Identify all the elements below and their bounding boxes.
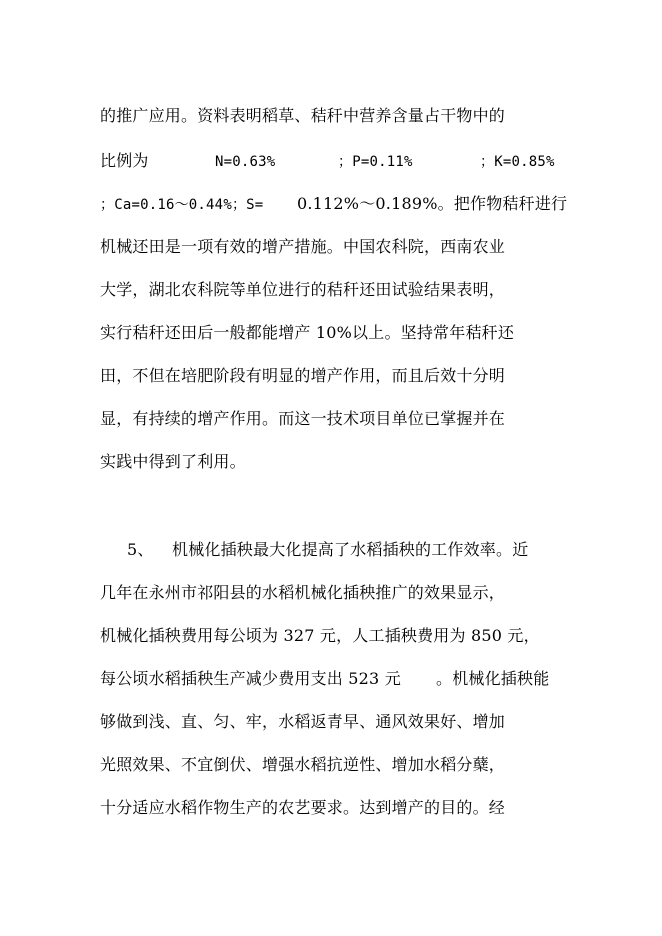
text-segment: ；K=0.85% [480,154,555,170]
paragraph-line [100,669,580,689]
paragraph-line: 几年在永州市祁阳县的水稻机械化插秧推广的效果显示， [100,583,506,602]
text-segment: N=0.63% [215,154,276,170]
paragraph-line: 机械化插秧费用每公顷为 327 元，人工插秧费用为 850 元， [100,626,540,645]
text-segment: 机械化插秧最大化提高了水稻插秧的工作效率。近 [172,540,529,559]
text-segment: 每公顷水稻插秧生产减少费用支出 523 元 [100,669,401,688]
text-segment: ；Ca=0.16～0.44%；S= [100,197,264,213]
paragraph-line: 光照效果、不宜倒伏、增强水稻抗逆性、增加水稻分蘖， [100,755,506,774]
paragraph-line: 十分适应水稻作物生产的农艺要求。达到增产的目的。经 [100,798,506,817]
text-segment: 。机械化插秧能 [436,669,550,688]
paragraph-line: 大学，湖北农科院等单位进行的秸秆还田试验结果表明， [100,280,506,299]
paragraph-line: 实行秸秆还田后一般都能增产 10%以上。坚持常年秸秆还 [100,323,515,342]
paragraph-line: 够做到浅、直、匀、牢，水稻返青早、通风效果好、增加 [100,712,506,731]
list-number: 5、 [127,540,154,559]
paragraph-line: 显，有持续的增产作用。而这一技术项目单位已掌握并在 [100,409,506,428]
paragraph-line: 实践中得到了利用。 [100,452,246,471]
paragraph-line: 的推广应用。资料表明稻草、秸秆中营养含量占干物中的 [100,106,506,125]
paragraph-line: 机械还田是一项有效的增产措施。中国农科院，西南农业 [100,237,506,256]
text-segment: 0.112%～0.189%。把作物秸秆进行 [297,194,568,213]
paragraph-line [100,151,580,171]
text-segment: 比例为 [100,151,149,170]
text-segment: ；P=0.11% [338,154,413,170]
paragraph-line: 田，不但在培肥阶段有明显的增产作用，而且后效十分明 [100,366,506,385]
paragraph-line [100,194,580,214]
paragraph-line [100,540,570,560]
